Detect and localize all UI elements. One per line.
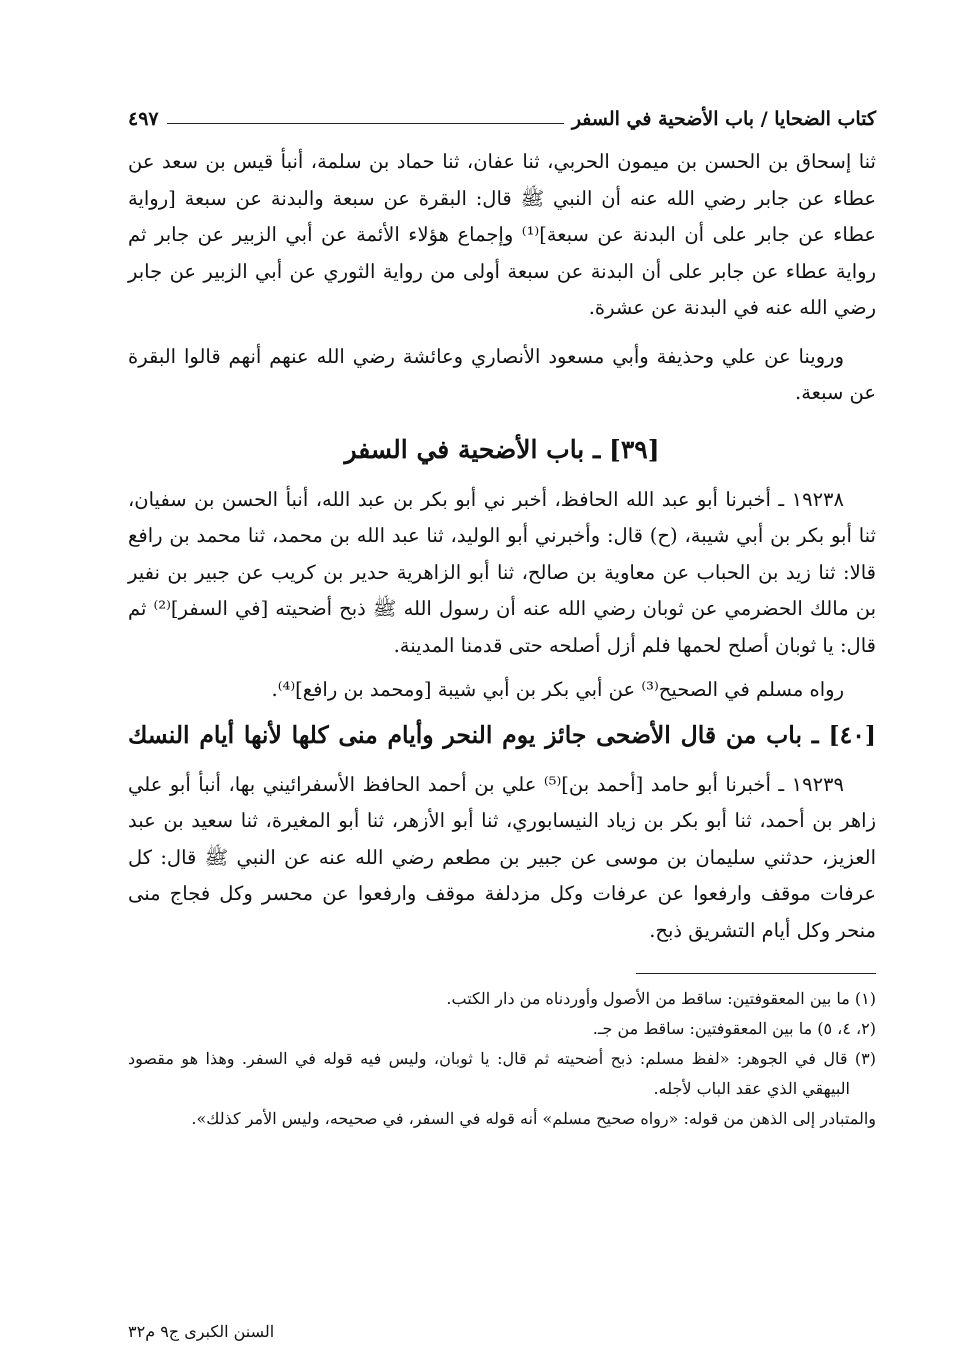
- running-head: [128, 92, 876, 130]
- footnote-1: (١) ما بين المعقوفتين: ساقط من الأصول وأوردناه من دار الكتب.: [446, 989, 876, 1008]
- chapter-heading-40: [٤٠] ـ باب من قال الأضحى جائز يوم النحر وأيام منى كلها لأنها أيام النسك: [128, 720, 876, 749]
- page-footer-signature: [128, 1322, 876, 1341]
- page-body: [128, 92, 876, 1134]
- footnote-divider: [636, 973, 876, 974]
- hadith-19239: ١٩٢٣٩ ـ أخبرنا أبو حامد [أحمد بن]⁽⁵⁾ علي بن أحمد الحافظ الأسفرائيني بها، أنبأ أبو علي زاهر بن أحمد، ثنا أبو بكر بن زياد النيسابوري، ثنا أبو الأزهر، ثنا أبو المغيرة، ثنا سعيد بن عبد العزيز، حدثني سليمان بن موسى عن جبير بن مطعم رضي الله عنه عن النبي ﷺ قال: كل عرفات موقف وارفعوا عن عرفات وكل مزدلفة موقف وارفعوا عن محسر وكل فجاج منى منحر وكل أيام التشريق ذبح.: [128, 772, 876, 942]
- footnote-3: (٣) قال في الجوهر: «لفظ مسلم: ذبح أضحيته ثم قال: يا ثوبان، وليس فيه قوله في السفر. وهذا هو مقصود البيهقي الذي عقد الباب لأجله.: [128, 1049, 876, 1098]
- hadith-19238: ١٩٢٣٨ ـ أخبرنا أبو عبد الله الحافظ، أخبر ني أبو بكر بن عبد الله، أنبأ الحسن بن سفيان، ثنا أبو بكر بن أبي شيبة، (ح) قال: وأخبرني أبو الوليد، ثنا عبد الله بن محمد، ثنا محمد بن رافع قالا: ثنا زيد بن الحباب عن معاوية بن صالح، ثنا أبو الزاهرية حدير بن كريب عن جبير بن نفير بن مالك الحضرمي عن ثوبان رضي الله عنه أن رسول الله ﷺ ذبح أضحيته [في السفر]⁽²⁾ ثم قال: يا ثوبان أصلح لحمها فلم أزل أصلحه حتى قدمنا المدينة.: [128, 487, 876, 657]
- footer-signature-text: السنن الكبرى ج٩ م٣٢: [128, 1322, 275, 1341]
- footnote-2-4-5: (٢، ٤، ٥) ما بين المعقوفتين: ساقط من جـ.: [592, 1019, 876, 1038]
- paragraph-continuation: ثنا إسحاق بن الحسن بن ميمون الحربي، ثنا عفان، ثنا حماد بن سلمة، أنبأ قيس بن سعد عن عطاء عن جابر رضي الله عنه أن النبي ﷺ قال: البقرة عن سبعة والبدنة عن سبعة [رواية عطاء عن جابر على أن البدنة عن سبعة]⁽¹⁾ وإجماع هؤلاء الأئمة عن أبي الزبير عن جابر ثم رواية عطاء عن جابر على أن البدنة عن سبعة أولى من رواية الثوري عن أبي الزبير عن جابر رضي الله عنه في البدنة عن عشرة.: [128, 150, 876, 319]
- footnote-3-continued: والمتبادر إلى الذهن من قوله: «رواه صحيح مسلم» أنه قوله في السفر، في صحيحه، وليس الأمر كذلك».: [191, 1109, 876, 1128]
- page-number: ٤٩٧: [128, 108, 159, 130]
- chapter-heading-39: [٣٩] ـ باب الأضحية في السفر: [344, 434, 660, 464]
- running-head-title: كتاب الضحايا / باب الأضحية في السفر: [571, 108, 876, 130]
- paragraph-muslim-reference: رواه مسلم في الصحيح⁽³⁾ عن أبي بكر بن أبي شيبة [ومحمد بن رافع]⁽⁴⁾.: [271, 678, 844, 701]
- paragraph-narration: وروينا عن علي وحذيفة وأبي مسعود الأنصاري وعائشة رضي الله عنهم أنهم قالوا البقرة عن سبعة.: [128, 344, 876, 404]
- running-head-rule: [167, 123, 564, 124]
